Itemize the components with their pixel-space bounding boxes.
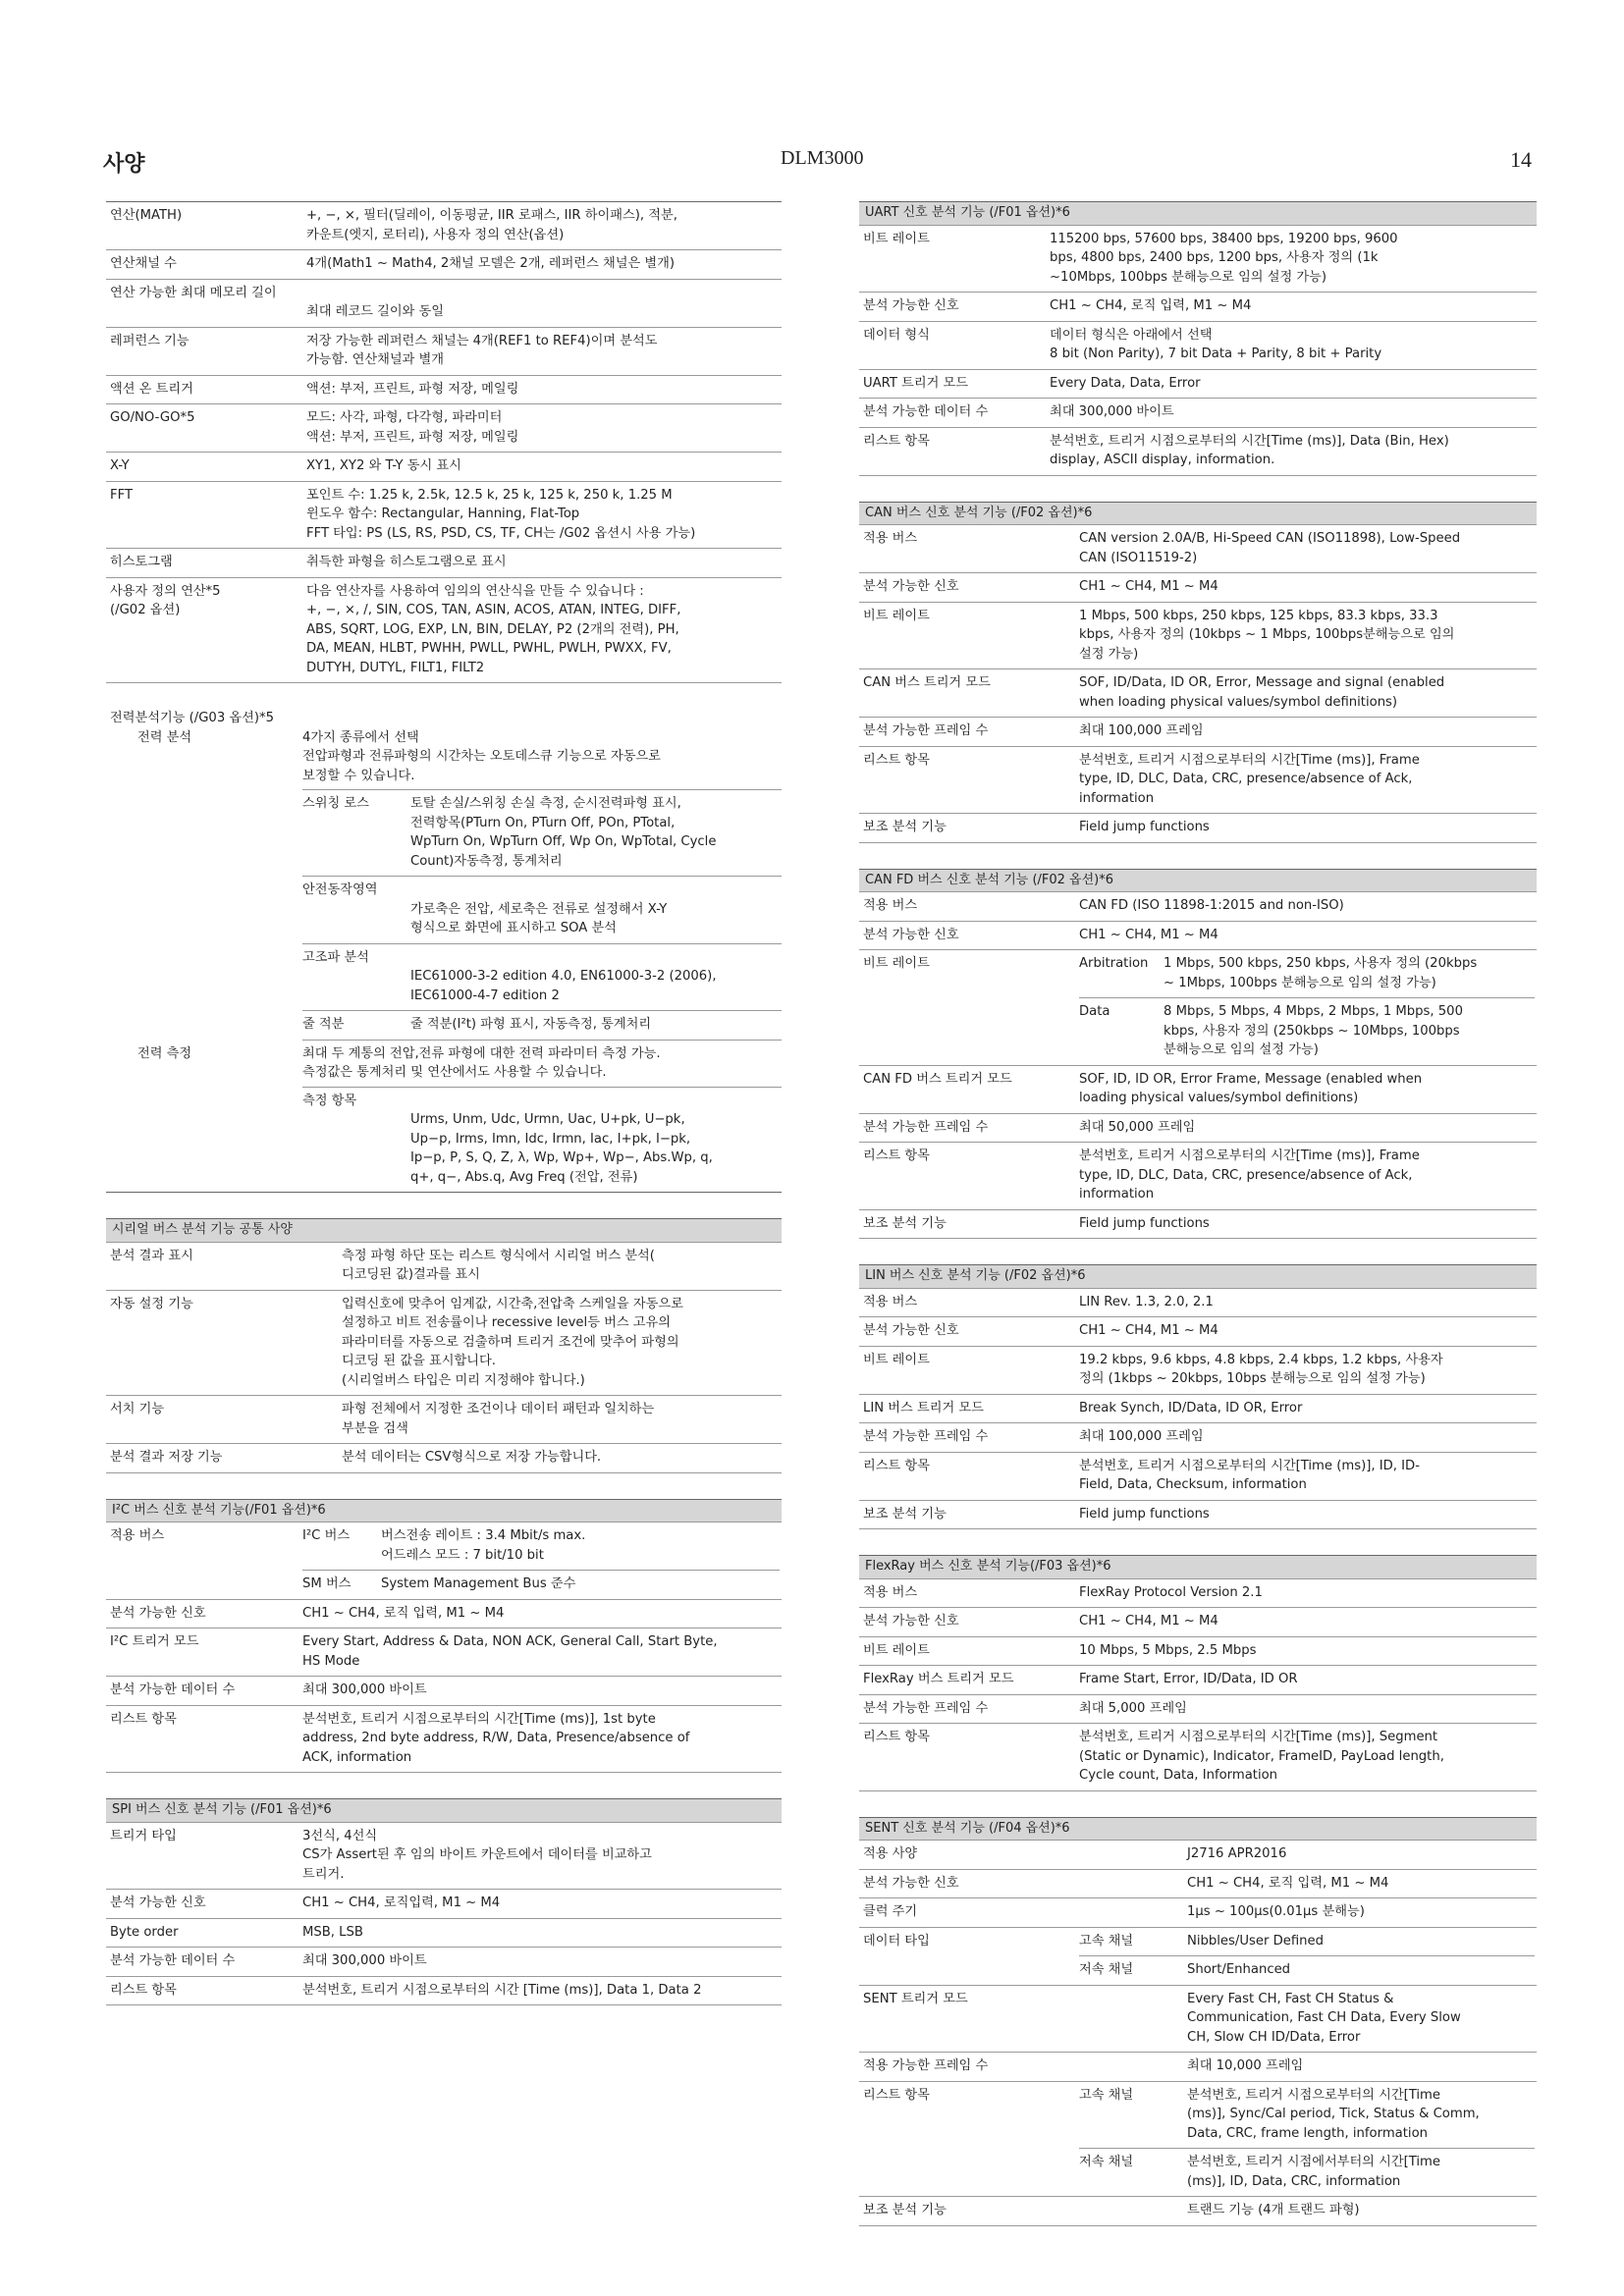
spec-row bbox=[106, 404, 782, 453]
spec-label: 데이터 형식 bbox=[863, 327, 930, 343]
spec-value: Every Data, Data, Error bbox=[1050, 375, 1201, 391]
spec-label: 리스트 항목 bbox=[110, 1711, 177, 1727]
right-column bbox=[859, 201, 1537, 2252]
spi-section bbox=[106, 1798, 782, 2005]
sub-label: 고속 채널 bbox=[1079, 1933, 1134, 1949]
spec-value: +, −, ×, 필터(딜레이, 이동평균, IIR 로패스, IIR 하이패스), 적분, 카운트(엣지, 로터리), 사용자 정의 연산(옵션) bbox=[306, 208, 677, 242]
sub-label: I²C 버스 bbox=[302, 1528, 351, 1543]
math-section bbox=[106, 201, 782, 683]
spec-value: 최대 50,000 프레임 bbox=[1079, 1119, 1196, 1135]
sub-label: 측정 항목 bbox=[302, 1093, 357, 1108]
sent-datatype-row bbox=[859, 1928, 1537, 1986]
spec-value: SOF, ID, ID OR, Error Frame, Message (enabled when loading physical values/symbol definitions) bbox=[1079, 1071, 1423, 1105]
power-measure bbox=[106, 1041, 782, 1194]
spec-label: FlexRay 버스 트리거 모드 bbox=[863, 1672, 1014, 1686]
sub-list bbox=[1079, 2082, 1537, 2197]
spec-label: 분석 가능한 신호 bbox=[863, 1875, 959, 1891]
spec-row bbox=[859, 1210, 1537, 1240]
spec-value: CH1 ~ CH4, 로직입력, M1 ~ M4 bbox=[302, 1896, 501, 1910]
spec-row bbox=[859, 1986, 1537, 2054]
sub-label: 저속 채널 bbox=[1079, 2155, 1134, 2169]
sub-label: SM 버스 bbox=[302, 1576, 352, 1591]
spec-row bbox=[106, 1444, 782, 1473]
power-measure-body bbox=[302, 1041, 782, 1193]
spec-row bbox=[859, 747, 1537, 815]
spec-label: 서치 기능 bbox=[110, 1402, 165, 1416]
sub-value: 8 Mbps, 5 Mbps, 4 Mbps, 2 Mbps, 1 Mbps, 500 kbps, 사용자 정의 (250kbps ~ 10Mbps, 100bps 분해능으로 임의 설정 가능) bbox=[1164, 1004, 1463, 1057]
spec-row bbox=[106, 453, 782, 482]
spec-value: 모드: 사각, 파형, 다각형, 파라미터 액션: 부저, 프린트, 파형 저장, 메일링 bbox=[306, 410, 519, 445]
spec-row bbox=[859, 1317, 1537, 1347]
i2c-bus-row bbox=[106, 1522, 782, 1600]
spec-row bbox=[106, 1677, 782, 1706]
spec-row bbox=[859, 1637, 1537, 1667]
i2c-section bbox=[106, 1499, 782, 1774]
section-title: I²C 버스 신호 분석 기능(/F01 옵션)*6 bbox=[106, 1499, 782, 1523]
power-analysis-body bbox=[302, 728, 782, 1041]
sub-row bbox=[1079, 2149, 1535, 2196]
spec-value: Break Synch, ID/Data, ID OR, Error bbox=[1079, 1400, 1303, 1415]
spec-value: 분석번호, 트리거 시점으로부터의 시간[Time (ms)], 1st byte address, 2nd byte address, R/W, Data, Presence/absence of ACK, information bbox=[302, 1711, 690, 1765]
spec-row bbox=[106, 1396, 782, 1444]
spec-value: 최대 5,000 프레임 bbox=[1079, 1700, 1187, 1716]
spec-value: 1 Mbps, 500 kbps, 250 kbps, 125 kbps, 83.3 kbps, 33.3 kbps, 사용자 정의 (10kbps ~ 1 Mbps, 100bps분해능으로 임의 설정 가능) bbox=[1079, 608, 1455, 662]
spec-row bbox=[859, 2053, 1537, 2082]
spec-label: 분석 가능한 프레임 수 bbox=[863, 1700, 989, 1716]
spec-label: 연산채널 수 bbox=[110, 256, 177, 271]
spec-value: 분석번호, 트리거 시점으로부터의 시간[Time (ms)], Frame type, ID, DLC, Data, CRC, presence/absence of Ack, information bbox=[1079, 1148, 1420, 1201]
spec-label: 비트 레이트 bbox=[863, 231, 930, 246]
section-title: CAN 버스 신호 분석 기능 (/F02 옵션)*6 bbox=[859, 502, 1537, 526]
spec-value: 데이터 형식은 아래에서 선택 8 bit (Non Parity), 7 bit Data + Parity, 8 bit + Parity bbox=[1050, 327, 1382, 361]
spec-value: 10 Mbps, 5 Mbps, 2.5 Mbps bbox=[1079, 1642, 1257, 1658]
spec-label: 자동 설정 기능 bbox=[110, 1296, 193, 1311]
spec-label: 적용 사양 bbox=[863, 1846, 918, 1861]
spec-label: 분석 가능한 데이터 수 bbox=[110, 1682, 236, 1697]
spec-label: FFT bbox=[110, 487, 133, 503]
section-title: SPI 버스 신호 분석 기능 (/F01 옵션)*6 bbox=[106, 1798, 782, 1823]
spec-label: 분석 가능한 신호 bbox=[863, 1614, 959, 1629]
spec-row bbox=[106, 280, 782, 328]
spec-label: CAN FD 버스 트리거 모드 bbox=[863, 1071, 1012, 1087]
section-title: FlexRay 버스 신호 분석 기능(/F03 옵션)*6 bbox=[859, 1555, 1537, 1579]
spec-label: 적용 버스 bbox=[863, 898, 918, 913]
sub-value: Nibbles/User Defined bbox=[1187, 1933, 1325, 1949]
sub-label: Data bbox=[1079, 1004, 1110, 1019]
spec-label: 리스트 항목 bbox=[110, 1982, 177, 1998]
flexray-section bbox=[859, 1555, 1537, 1791]
spec-label: 적용 버스 bbox=[863, 1294, 918, 1309]
measure-items bbox=[302, 1088, 782, 1193]
lin-section bbox=[859, 1264, 1537, 1529]
spec-row bbox=[859, 573, 1537, 603]
spec-label: 보조 분석 기능 bbox=[863, 2203, 947, 2217]
spec-value: CH1 ~ CH4, M1 ~ M4 bbox=[1079, 927, 1218, 942]
sub-label: 안전동작영역 bbox=[302, 882, 378, 897]
spec-label: 적용 버스 bbox=[110, 1528, 165, 1543]
spec-value: LIN Rev. 1.3, 2.0, 2.1 bbox=[1079, 1294, 1214, 1309]
left-column bbox=[106, 201, 782, 2031]
sub-label: 저속 채널 bbox=[1079, 1962, 1134, 1977]
spec-label: 분석 가능한 신호 bbox=[863, 1323, 959, 1338]
spec-row bbox=[106, 328, 782, 376]
spec-label: 보조 분석 기능 bbox=[863, 1506, 947, 1522]
spec-row bbox=[859, 1423, 1537, 1453]
sub-value: 가로축은 전압, 세로축은 전류로 설정해서 X-Y 형식으로 화면에 표시하고 SOA 분석 bbox=[410, 901, 668, 935]
power-sub-row bbox=[302, 877, 782, 944]
spec-value: 액션: 부저, 프린트, 파형 저장, 메일링 bbox=[306, 381, 519, 397]
power-sub-row bbox=[302, 1011, 782, 1041]
spec-label: 보조 분석 기능 bbox=[863, 1215, 947, 1231]
spec-label: 분석 가능한 데이터 수 bbox=[110, 1953, 236, 1968]
spec-label: 액션 온 트리거 bbox=[110, 381, 193, 397]
power-section bbox=[106, 703, 782, 1193]
spec-value: FlexRay Protocol Version 2.1 bbox=[1079, 1584, 1263, 1600]
spec-value: 분석 데이터는 CSV형식으로 저장 가능합니다. bbox=[342, 1450, 602, 1465]
spec-value: CAN FD (ISO 11898-1:2015 and non-ISO) bbox=[1079, 898, 1344, 913]
sub-value: IEC61000-3-2 edition 4.0, EN61000-3-2 (2006), IEC61000-4-7 edition 2 bbox=[410, 969, 717, 1003]
section-title: 시리얼 버스 분석 기능 공통 사양 bbox=[106, 1218, 782, 1243]
sub-value: 버스전송 레이트 : 3.4 Mbit/s max. 어드레스 모드 : 7 bit/10 bit bbox=[381, 1528, 586, 1563]
spec-label: 리스트 항목 bbox=[863, 752, 930, 768]
spec-row bbox=[859, 1289, 1537, 1318]
section-title: CAN FD 버스 신호 분석 기능 (/F02 옵션)*6 bbox=[859, 869, 1537, 893]
spec-row bbox=[106, 1706, 782, 1774]
spec-label: 비트 레이트 bbox=[863, 956, 930, 971]
spec-label: 분석 가능한 프레임 수 bbox=[863, 723, 989, 738]
sub-list bbox=[302, 1522, 782, 1599]
sub-value: 분석번호, 트리거 시점에서부터의 시간[Time (ms)], ID, Data, CRC, information bbox=[1187, 2155, 1441, 2189]
spec-value: XY1, XY2 와 T-Y 동시 표시 bbox=[306, 458, 461, 473]
spec-row bbox=[106, 1977, 782, 2006]
spec-value: J2716 APR2016 bbox=[1187, 1846, 1287, 1861]
spec-value: 19.2 kbps, 9.6 kbps, 4.8 kbps, 2.4 kbps, 1.2 kbps, 사용자 정의 (1kbps ~ 20kbps, 10bps 분해능으로 임의 설정 가능) bbox=[1079, 1352, 1443, 1386]
canfd-bitrate-row bbox=[859, 950, 1537, 1066]
spec-row bbox=[859, 922, 1537, 951]
spec-row bbox=[106, 1948, 782, 1977]
spec-value: Frame Start, Error, ID/Data, ID OR bbox=[1079, 1672, 1298, 1686]
spec-label: 분석 가능한 신호 bbox=[863, 298, 959, 313]
spec-value: 분석번호, 트리거 시점으로부터의 시간[Time (ms)], ID, ID- Field, Data, Checksum, information bbox=[1079, 1458, 1420, 1492]
spec-row bbox=[859, 2197, 1537, 2226]
spec-value: 다음 연산자를 사용하여 임의의 연산식을 만들 수 있습니다 : +, −, ×, /, SIN, COS, TAN, ASIN, ACOS, ATAN, INTEG, DIFF, ABS, SQRT, LOG, EXP, LN, BIN, DELAY, P2 (2개의 전력), PH, DA, MEAN, HLBT, PWHH, PWLL, PWHL, PWLH, PWXX, FV, DUTYH, DUTYL, FILT1, FILT2 bbox=[306, 583, 681, 675]
sub-label: 고조파 분석 bbox=[302, 949, 369, 965]
spec-row bbox=[859, 399, 1537, 428]
spec-label: 사용자 정의 연산*5 (/G02 옵션) bbox=[110, 583, 221, 617]
sub-row bbox=[1079, 1956, 1535, 1985]
spec-label: 연산(MATH) bbox=[110, 208, 183, 223]
section-title: LIN 버스 신호 분석 기능 (/F02 옵션)*6 bbox=[859, 1264, 1537, 1289]
spec-row bbox=[859, 1898, 1537, 1928]
spec-row bbox=[106, 250, 782, 280]
uart-section bbox=[859, 201, 1537, 476]
spec-row bbox=[859, 293, 1537, 322]
sub-label: Arbitration bbox=[1079, 956, 1149, 971]
spec-value: SOF, ID/Data, ID OR, Error, Message and signal (enabled when loading physical values/symbol definitions) bbox=[1079, 675, 1445, 710]
spec-value: 저장 가능한 레퍼런스 채널는 4개(REF1 to REF4)이며 분석도 가능함. 연산채널과 별개 bbox=[306, 333, 658, 367]
spec-row bbox=[859, 892, 1537, 922]
sub-value: 1 Mbps, 500 kbps, 250 kbps, 사용자 정의 (20kbps ~ 1Mbps, 100bps 분해능으로 임의 설정 가능) bbox=[1164, 956, 1478, 990]
spec-value: CH1 ~ CH4, M1 ~ M4 bbox=[1079, 1614, 1218, 1629]
power-analysis-label: 전력 분석 bbox=[137, 729, 192, 745]
sub-value: 줄 적분(I²t) 파형 표시, 자동측정, 통계처리 bbox=[410, 1017, 652, 1032]
spec-value: CH1 ~ CH4, M1 ~ M4 bbox=[1079, 579, 1218, 594]
sub-list bbox=[1079, 950, 1537, 1065]
sub-value: Short/Enhanced bbox=[1187, 1962, 1291, 1977]
spec-row bbox=[859, 1347, 1537, 1395]
spec-value: Every Fast CH, Fast CH Status & Communication, Fast CH Data, Every Slow CH, Slow CH ID/Data, Error bbox=[1187, 1991, 1461, 2045]
spec-label: 분석 가능한 신호 bbox=[110, 1896, 206, 1910]
spec-value: 측정 파형 하단 또는 리스트 형식에서 시리얼 버스 분석( 디코딩된 값)결과를 표시 bbox=[342, 1248, 655, 1282]
spec-label: 리스트 항목 bbox=[863, 1148, 930, 1163]
sub-row bbox=[1079, 998, 1535, 1065]
spec-value: 분석번호, 트리거 시점으로부터의 시간[Time (ms)], Segment (Static or Dynamic), Indicator, FrameID, PayLoad length, Cycle count, Data, Information bbox=[1079, 1730, 1444, 1783]
sub-row bbox=[302, 1571, 780, 1599]
page-header bbox=[103, 147, 1532, 177]
sent-section bbox=[859, 1817, 1537, 2226]
spec-row bbox=[106, 549, 782, 578]
spec-value: 최대 레코드 길이와 동일 bbox=[306, 304, 444, 319]
spec-row bbox=[859, 669, 1537, 718]
spec-row bbox=[106, 1823, 782, 1891]
spec-row bbox=[859, 1666, 1537, 1695]
spec-row bbox=[859, 1579, 1537, 1609]
power-analysis bbox=[106, 728, 782, 1041]
sub-row bbox=[302, 1522, 780, 1571]
sub-value: 분석번호, 트리거 시점으로부터의 시간[Time (ms)], Sync/Cal period, Tick, Status & Comm, Data, CRC, frame length, information bbox=[1187, 2087, 1480, 2141]
spec-value: 4개(Math1 ~ Math4, 2채널 모델은 2개, 레퍼런스 채널은 별개) bbox=[306, 256, 676, 271]
spec-label: 보조 분석 기능 bbox=[863, 820, 947, 834]
spec-row bbox=[106, 1600, 782, 1629]
spec-value: 최대 300,000 바이트 bbox=[1050, 404, 1174, 419]
spec-row bbox=[859, 1066, 1537, 1114]
spec-row bbox=[859, 428, 1537, 476]
spec-row bbox=[859, 525, 1537, 573]
spec-row bbox=[859, 1870, 1537, 1899]
spec-row bbox=[859, 814, 1537, 843]
spec-value: 취득한 파형을 히스토그램으로 표시 bbox=[306, 555, 507, 569]
spec-row bbox=[859, 1143, 1537, 1210]
spec-value: 1μs ~ 100μs(0.01μs 분해능) bbox=[1187, 1904, 1365, 1919]
spec-label: 리스트 항목 bbox=[863, 1730, 930, 1744]
spec-label: 레퍼런스 기능 bbox=[110, 333, 189, 348]
spec-row bbox=[106, 482, 782, 550]
spec-label: 데이터 타입 bbox=[863, 1933, 930, 1949]
spec-row bbox=[859, 1114, 1537, 1144]
power-measure-label: 전력 측정 bbox=[137, 1045, 192, 1061]
serial-common-section bbox=[106, 1218, 782, 1473]
spec-label: 적용 버스 bbox=[863, 531, 918, 546]
spec-row bbox=[859, 1724, 1537, 1791]
spec-row bbox=[859, 718, 1537, 747]
sub-row bbox=[1079, 2082, 1535, 2150]
spec-label: 리스트 항목 bbox=[863, 1458, 930, 1473]
section-title: UART 신호 분석 기능 (/F01 옵션)*6 bbox=[859, 201, 1537, 226]
spec-label: CAN 버스 트리거 모드 bbox=[863, 675, 991, 690]
spec-value: 최대 300,000 바이트 bbox=[302, 1953, 427, 1968]
spec-row bbox=[859, 1501, 1537, 1530]
spec-value: CH1 ~ CH4, 로직 입력, M1 ~ M4 bbox=[302, 1605, 505, 1621]
spec-value: 분석번호, 트리거 시점으로부터의 시간[Time (ms)], Frame type, ID, DLC, Data, CRC, presence/absence of Ack, information bbox=[1079, 752, 1420, 806]
sub-value: System Management Bus 준수 bbox=[381, 1576, 576, 1591]
spec-label: GO/NO-GO*5 bbox=[110, 410, 195, 425]
spec-label: 연산 가능한 최대 메모리 길이 bbox=[110, 285, 277, 300]
spec-row bbox=[106, 1890, 782, 1919]
spec-row bbox=[106, 1919, 782, 1949]
spec-row bbox=[106, 376, 782, 405]
spec-label: 분석 가능한 데이터 수 bbox=[863, 404, 989, 419]
spec-value: 입력신호에 맞추어 임계값, 시간축,전압축 스케일을 자동으로 설정하고 비트 전송률이나 recessive level등 버스 고유의 파라미터를 자동으로 검출하며 트리거 조건에 맞추어 파형의 디코딩 된 값을 표시합니다. (시리얼버스 타입은 미리 지정해야 합니다.) bbox=[342, 1296, 683, 1388]
power-measure-desc: 최대 두 계통의 전압,전류 파형에 대한 전력 파라미터 측정 가능. 측정값은 통계처리 및 연산에서도 사용할 수 있습니다. bbox=[302, 1041, 782, 1088]
spec-row bbox=[859, 603, 1537, 670]
spec-label: 리스트 항목 bbox=[863, 433, 930, 449]
spec-value: Every Start, Address & Data, NON ACK, General Call, Start Byte, HS Mode bbox=[302, 1634, 718, 1669]
spec-row bbox=[106, 201, 782, 250]
sub-value: Urms, Unm, Udc, Urmn, Uac, U+pk, U−pk, Up−p, Irms, Imn, Idc, Irmn, Iac, I+pk, I−pk, Ip−p, P, S, Q, Z, λ, Wp, Wp+, Wp−, Abs.Wp, q, q+, q−, Abs.q, Avg Freq (전압, 전류) bbox=[410, 1112, 713, 1185]
spec-row bbox=[859, 1453, 1537, 1501]
power-analysis-desc: 4가지 종류에서 선택 전압파형과 전류파형의 시간차는 오토데스큐 기능으로 자동으로 보정할 수 있습니다. bbox=[302, 728, 782, 791]
spec-label: UART 트리거 모드 bbox=[863, 375, 969, 391]
spec-label: 트리거 타입 bbox=[110, 1828, 177, 1843]
sent-list-row bbox=[859, 2082, 1537, 2198]
spec-value: 분석번호, 트리거 시점으로부터의 시간 [Time (ms)], Data 1, Data 2 bbox=[302, 1982, 702, 1998]
spec-label: 분석 결과 표시 bbox=[110, 1248, 193, 1263]
spec-label: 히스토그램 bbox=[110, 555, 173, 569]
spec-row bbox=[859, 322, 1537, 370]
spec-value: 트랜드 기능 (4개 트랜드 파형) bbox=[1187, 2203, 1360, 2217]
spec-label: 적용 가능한 프레임 수 bbox=[863, 2058, 989, 2073]
spec-row bbox=[106, 1629, 782, 1677]
spec-label: Byte order bbox=[110, 1924, 179, 1940]
spec-label: 비트 레이트 bbox=[863, 1642, 930, 1658]
spec-label: SENT 트리거 모드 bbox=[863, 1991, 968, 2006]
sub-row bbox=[1079, 1928, 1535, 1957]
spec-row bbox=[859, 1395, 1537, 1424]
spec-label: 분석 가능한 신호 bbox=[863, 927, 959, 942]
spec-label: 분석 가능한 프레임 수 bbox=[863, 1119, 989, 1135]
spec-label: X-Y bbox=[110, 458, 130, 473]
spec-row bbox=[859, 370, 1537, 400]
spec-value: CH1 ~ CH4, M1 ~ M4 bbox=[1079, 1323, 1218, 1338]
spec-value: CH1 ~ CH4, 로직 입력, M1 ~ M4 bbox=[1050, 298, 1252, 313]
spec-row bbox=[106, 578, 782, 684]
spec-value: 최대 10,000 프레임 bbox=[1187, 2058, 1304, 2073]
spec-value: 파형 전체에서 지정한 조건이나 데이터 패턴과 일치하는 부분을 검색 bbox=[342, 1402, 655, 1436]
spec-label: 리스트 항목 bbox=[863, 2087, 930, 2103]
power-title: 전력분석기능 (/G03 옵션)*5 bbox=[110, 711, 275, 725]
spec-row bbox=[859, 1695, 1537, 1725]
power-sub-row bbox=[302, 944, 782, 1012]
sub-label: 고속 채널 bbox=[1079, 2087, 1134, 2103]
spec-row bbox=[859, 226, 1537, 294]
spec-label: 분석 결과 저장 기능 bbox=[110, 1450, 223, 1465]
sub-row bbox=[1079, 950, 1535, 998]
spec-label: 클럭 주기 bbox=[863, 1904, 918, 1919]
sub-list bbox=[1079, 1928, 1537, 1985]
sub-label: 스위칭 로스 bbox=[302, 796, 369, 811]
spec-row bbox=[106, 1291, 782, 1397]
spec-value: 포인트 수: 1.25 k, 2.5k, 12.5 k, 25 k, 125 k, 250 k, 1.25 M 윈도우 함수: Rectangular, Hanning, Flat-Top FFT 타입: PS (LS, RS, PSD, CS, TF, CH는 /G02 옵션시 사용 가능) bbox=[306, 487, 696, 541]
spec-label: 비트 레이트 bbox=[863, 608, 930, 623]
spec-row bbox=[106, 1243, 782, 1291]
spec-value: 최대 300,000 바이트 bbox=[302, 1682, 427, 1697]
spec-label: I²C 트리거 모드 bbox=[110, 1634, 199, 1649]
page-title: 사양 bbox=[103, 152, 145, 177]
spec-value: CH1 ~ CH4, 로직 입력, M1 ~ M4 bbox=[1187, 1875, 1389, 1891]
section-title: SENT 신호 분석 기능 (/F04 옵션)*6 bbox=[859, 1817, 1537, 1842]
canfd-section bbox=[859, 869, 1537, 1240]
sub-value: 토탈 손실/스위칭 손실 측정, 순시전력파형 표시, 전력항목(PTurn On, PTurn Off, POn, PTotal, WpTurn On, WpTurn Off, Wp On, WpTotal, Cycle Count)자동측정, 통계처리 bbox=[410, 796, 717, 869]
spec-value: CAN version 2.0A/B, Hi-Speed CAN (ISO11898), Low-Speed CAN (ISO11519-2) bbox=[1079, 531, 1461, 565]
spec-value: Field jump functions bbox=[1079, 1506, 1210, 1522]
spec-value: Field jump functions bbox=[1079, 820, 1210, 834]
spec-value: 최대 100,000 프레임 bbox=[1079, 723, 1204, 738]
spec-row bbox=[859, 1841, 1537, 1870]
spec-label: 적용 버스 bbox=[863, 1584, 918, 1600]
spec-label: 비트 레이트 bbox=[863, 1352, 930, 1367]
spec-row bbox=[859, 1608, 1537, 1637]
spec-value: 115200 bps, 57600 bps, 38400 bps, 19200 bps, 9600 bps, 4800 bps, 2400 bps, 1200 bps, 사용자 정의 (1k ~10Mbps, 100bps 분해능으로 임의 설정 가능) bbox=[1050, 231, 1398, 285]
spec-value: 분석번호, 트리거 시점으로부터의 시간[Time (ms)], Data (Bin, Hex) display, ASCII display, information. bbox=[1050, 433, 1449, 467]
spec-value: MSB, LSB bbox=[302, 1924, 363, 1940]
spec-label: 분석 가능한 프레임 수 bbox=[863, 1429, 989, 1444]
can-section bbox=[859, 502, 1537, 843]
spec-label: 분석 가능한 신호 bbox=[863, 579, 959, 594]
page-number: 14 bbox=[1510, 147, 1532, 172]
spec-value: 최대 100,000 프레임 bbox=[1079, 1429, 1204, 1444]
spec-value: Field jump functions bbox=[1079, 1215, 1210, 1231]
model-name: DLM3000 bbox=[781, 147, 864, 169]
sub-label: 줄 적분 bbox=[302, 1017, 345, 1032]
power-sub-row bbox=[302, 790, 782, 877]
spec-label: 분석 가능한 신호 bbox=[110, 1605, 206, 1621]
spec-label: LIN 버스 트리거 모드 bbox=[863, 1400, 984, 1415]
spec-value: 3선식, 4선식 CS가 Assert된 후 임의 바이트 카운트에서 데이터를 비교하고 트리거. bbox=[302, 1828, 652, 1882]
